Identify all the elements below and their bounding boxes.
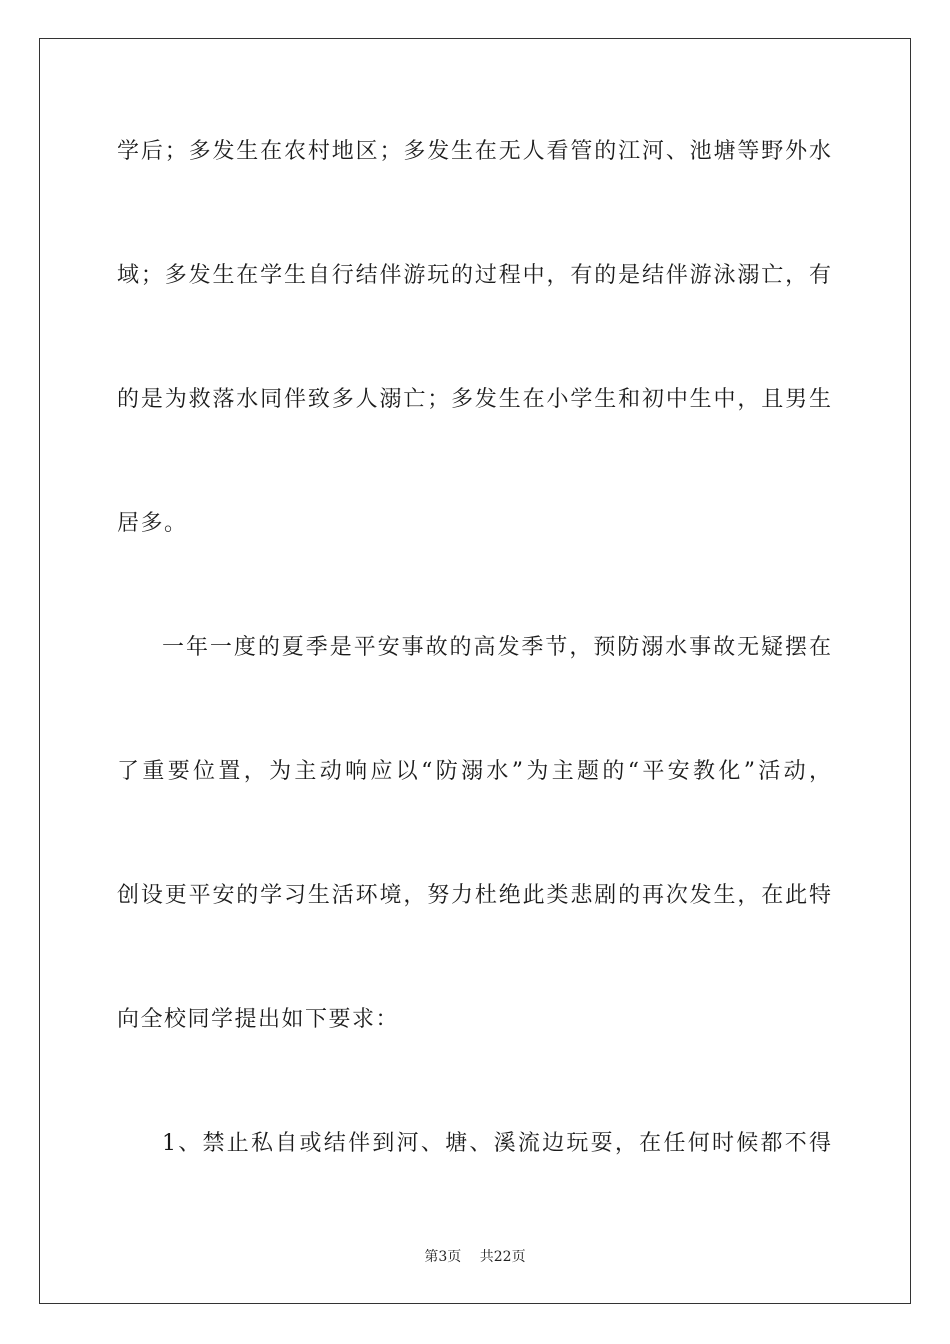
body-line-7: 创设更平安的学习生活环境，努力杜绝此类悲剧的再次发生，在此特 — [117, 883, 831, 908]
page-number: 第3页 — [424, 1249, 462, 1265]
page-footer — [0, 1248, 950, 1266]
page-total: 共22页 — [479, 1249, 526, 1265]
body-line-3: 的是为救落水同伴致多人溺亡；多发生在小学生和初中生中，且男生 — [117, 387, 831, 412]
body-line-8: 向全校同学提出如下要求： — [117, 1007, 400, 1032]
body-line-4: 居多。 — [117, 511, 188, 536]
body-line-9: 1、禁止私自或结伴到河、塘、溪流边玩耍，在任何时候都不得 — [162, 1131, 831, 1156]
body-line-5: 一年一度的夏季是平安事故的高发季节，预防溺水事故无疑摆在 — [162, 635, 831, 660]
body-line-2: 域；多发生在学生自行结伴游玩的过程中，有的是结伴游泳溺亡，有 — [117, 263, 831, 288]
page-frame — [39, 38, 911, 1304]
body-line-1: 学后；多发生在农村地区；多发生在无人看管的江河、池塘等野外水 — [117, 139, 831, 164]
body-line-6: 了重要位置，为主动响应以“防溺水”为主题的“平安教化”活动， — [117, 759, 831, 784]
